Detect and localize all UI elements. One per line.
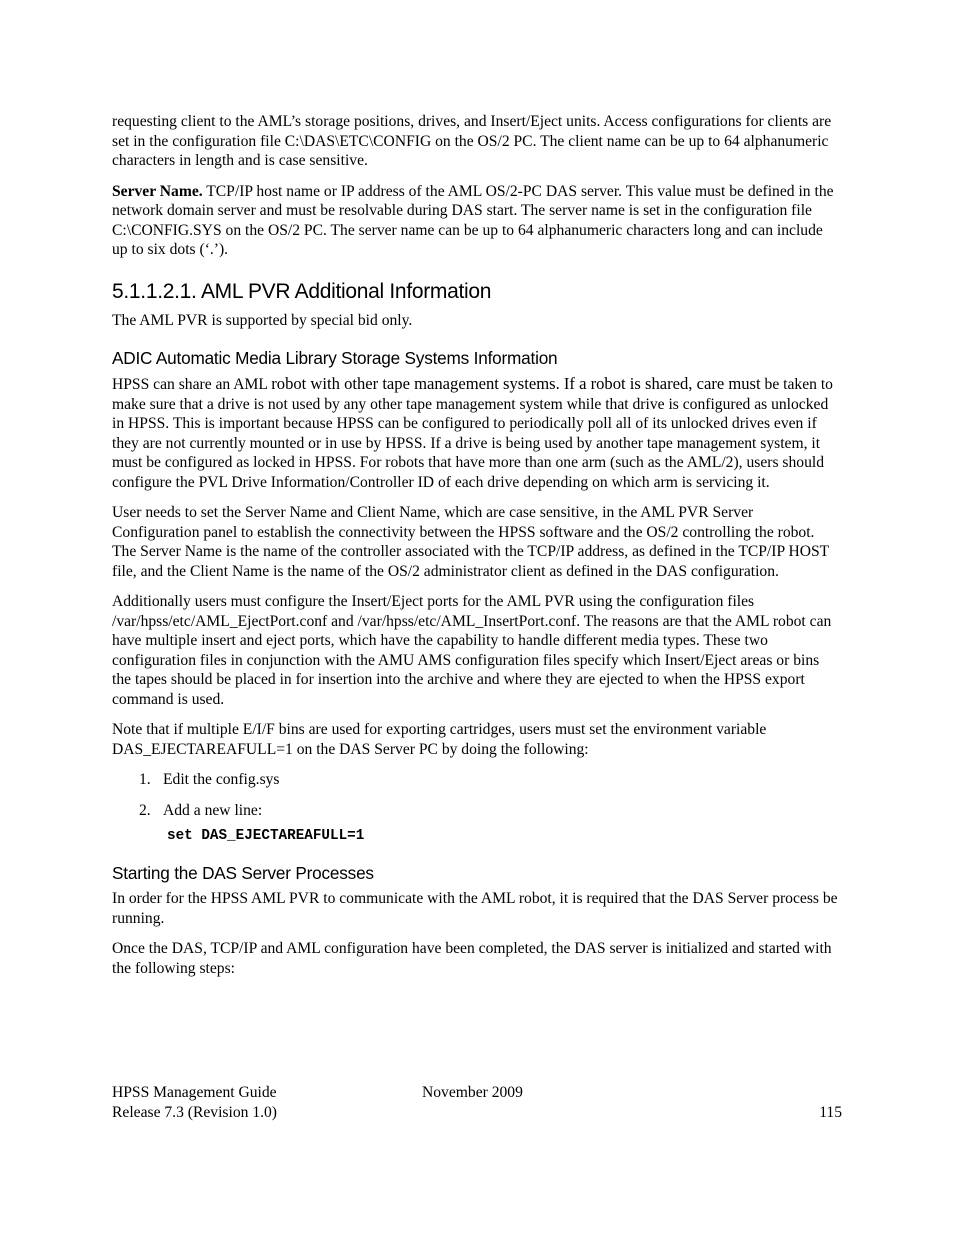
section-heading-aml-pvr: 5.1.1.2.1. AML PVR Additional Information <box>112 279 492 303</box>
sharing-text-c: be taken to make sure that a drive is not used by any other tape management system while that drive is configured as unlocked in HPSS. This is important because HPSS can be configured to periodically poll all of its unlocked drives even if they are not currently mounted or in use by HPSS. If a drive is being used by another tape management system, it must be configured as locked in HPSS. For robots that have more than one arm (such as the AML/2), users should configure the PVL Drive Information/Controller ID of each drive depending on which arm is servicing it. <box>112 376 833 491</box>
list-item-text: Add a new line: <box>163 801 263 819</box>
paragraph-note: Note that if multiple E/I/F bins are used for exporting cartridges, users must set the environment variable DAS_EJECTAREAFULL=1 on the DAS Server PC by doing the following: <box>112 721 767 758</box>
footer-date: November 2009 <box>422 1084 523 1101</box>
code-line: set DAS_EJECTAREAFULL=1 <box>167 828 365 844</box>
footer-page-number: 115 <box>819 1104 842 1121</box>
paragraph-additionally: Additionally users must configure the Insert/Eject ports for the AML PVR using the configuration files /var/hpss/etc/AML_EjectPort.conf and /var/hpss/etc/AML_InsertPort.conf. The reasons are that the AML robot can have multiple insert and eject ports, which have the capability to handle different media types. These two configuration files in conjunction with the AMU AMS configuration files specify which Insert/Eject areas or bins the tapes should be placed in for insertion into the archive and where they are ejected to when the HPSS export command is used. <box>112 593 832 708</box>
subheading-adic: ADIC Automatic Media Library Storage Systems Information <box>112 348 558 368</box>
steps-list <box>112 770 842 820</box>
sharing-text-a: HPSS can share an AML <box>112 376 272 393</box>
list-item-number: 2. <box>139 801 151 819</box>
paragraph-user-needs: User needs to set the Server Name and Client Name, which are case sensitive, in the AML PVR Server Configuration panel to establish the connectivity between the HPSS software and the OS/2 controlling the robot. The Server Name is the name of the controller associated with the TCP/IP address, as defined in the TCP/IP HOST file, and the Client Name is the name of the OS/2 administrator client as defined in the DAS configuration. <box>112 504 829 580</box>
subheading-starting-das: Starting the DAS Server Processes <box>112 863 374 883</box>
paragraph-in-order: In order for the HPSS AML PVR to communicate with the AML robot, it is required that the DAS Server process be running. <box>112 890 838 927</box>
page-footer <box>112 1083 842 1123</box>
paragraph-special-bid: The AML PVR is supported by special bid only. <box>112 311 413 329</box>
document-body <box>112 112 842 989</box>
paragraph-server-name <box>112 182 842 260</box>
paragraph-sharing <box>112 374 842 492</box>
list-item-text: Edit the config.sys <box>163 771 280 788</box>
sharing-text-b: robot with other tape management systems. If a robot is shared, care must <box>271 374 761 393</box>
list-item <box>112 770 842 790</box>
paragraph-client-name-continued: requesting client to the AML’s storage positions, drives, and Insert/Eject units. Access configurations for clients are set in the configuration file C:\DAS\ETC\CONFIG on the OS/2 PC. The client name can be up to 64 alphanumeric characters in length and is case sensitive. <box>112 113 832 169</box>
list-item <box>112 801 842 821</box>
server-name-label: Server Name. <box>112 182 203 200</box>
footer-release: Release 7.3 (Revision 1.0) <box>112 1104 277 1121</box>
footer-guide-title: HPSS Management Guide <box>112 1084 277 1101</box>
server-name-text: TCP/IP host name or IP address of the AML OS/2-PC DAS server. This value must be defined in the network domain server and must be resolvable during DAS start. The server name is set in the configuration file C:\CONFIG.SYS on the OS/2 PC. The server name can be up to 64 alphanumeric characters long and can include up to six dots (‘.’). <box>112 182 834 258</box>
paragraph-once: Once the DAS, TCP/IP and AML configuration have been completed, the DAS server is initialized and started with the following steps: <box>112 940 832 977</box>
list-item-number: 1. <box>139 771 151 788</box>
